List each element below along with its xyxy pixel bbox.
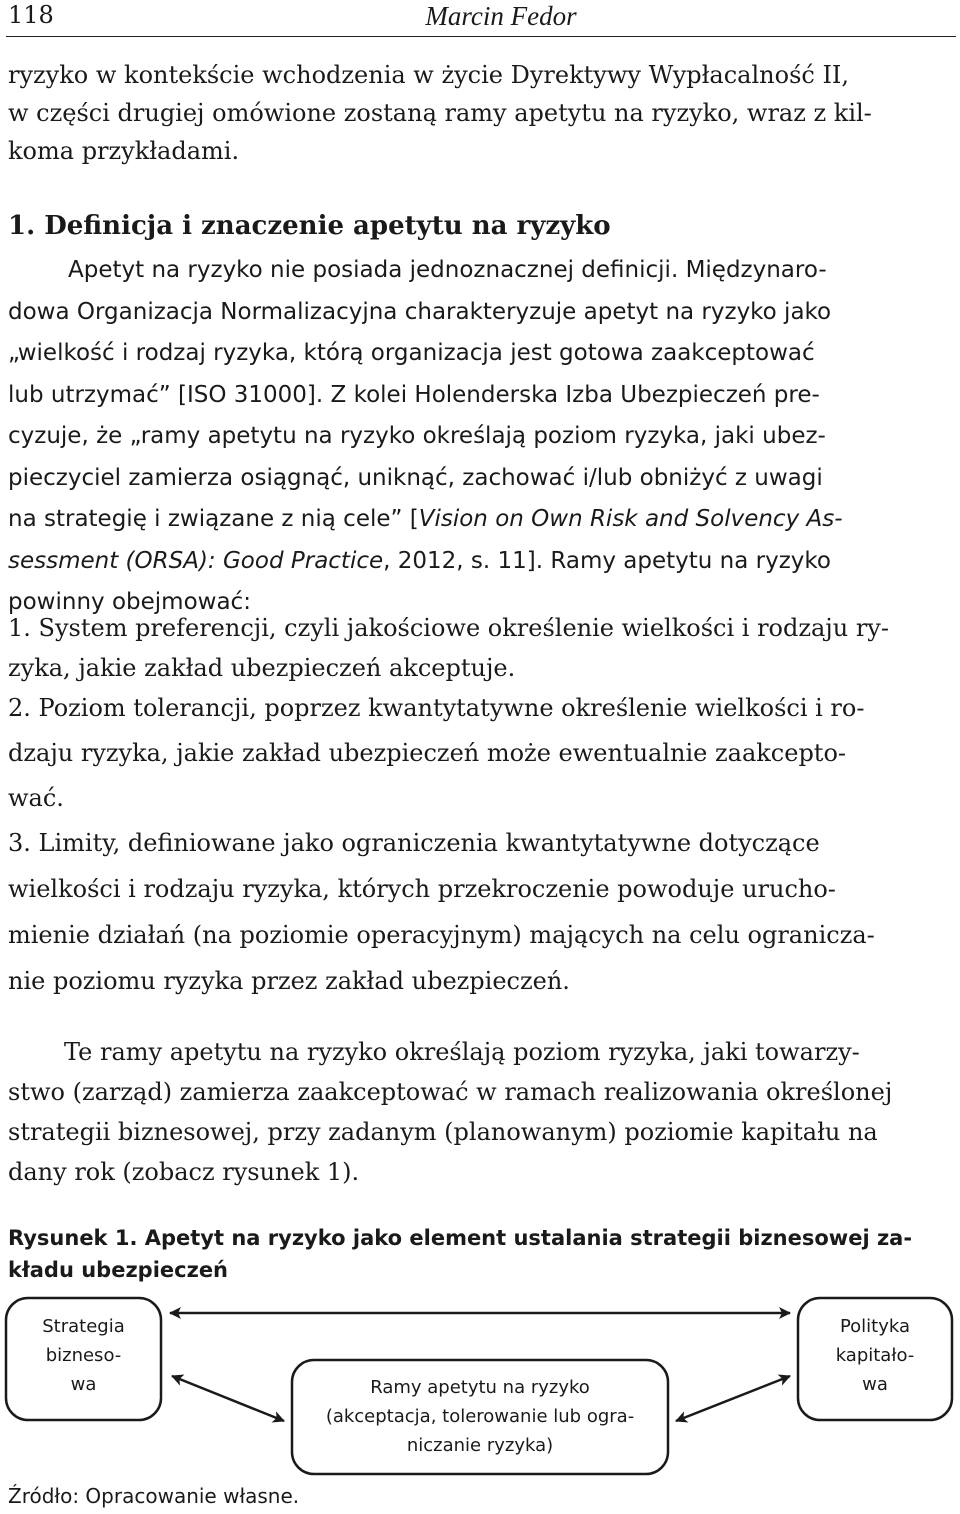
text-segment: na strategię i związane z nią cele” [ xyxy=(8,506,419,532)
text-line: Strategia xyxy=(42,1316,125,1337)
text-line: (akceptacja, tolerowanie lub ogra- xyxy=(325,1406,635,1427)
text-line: 2. Poziom tolerancji, poprzez kwantytatywne określenie wielkości i ro- xyxy=(8,694,865,722)
text-line: wać. xyxy=(8,784,64,812)
text-line: bizneso- xyxy=(45,1345,122,1366)
arrow-framework-capital xyxy=(676,1376,790,1421)
text-line: lub utrzymać” [ISO 31000]. Z kolei Holenderska Izba Ubezpieczeń pre- xyxy=(8,381,820,408)
text-line: strategii biznesowej, przy zadanym (planowanym) poziomie kapitału na xyxy=(8,1118,878,1146)
running-title: Marcin Fedor xyxy=(425,1,577,31)
box-strategy-label xyxy=(6,1312,161,1399)
text-line xyxy=(8,499,952,541)
text-line: stwo (zarząd) zamierza zaakceptować w ramach realizowania określonej xyxy=(8,1078,893,1106)
page-number: 118 xyxy=(8,1,54,29)
text-line: Polityka xyxy=(839,1316,911,1337)
intro-paragraph xyxy=(8,56,952,170)
text-line: dany rok (zobacz rysunek 1). xyxy=(8,1158,360,1186)
text-line: 3. Limity, definiowane jako ograniczenia kwantytatywne dotyczące xyxy=(8,829,820,857)
text-line: wa xyxy=(862,1374,888,1395)
text-line: w części drugiej omówione zostaną ramy apetytu na ryzyko, wraz z kil- xyxy=(8,99,872,127)
summary-paragraph xyxy=(8,1032,952,1192)
section-heading: 1. Definicja i znaczenie apetytu na ryzyko xyxy=(8,211,611,241)
running-header xyxy=(6,0,956,36)
text-line: wa xyxy=(70,1374,97,1395)
definition-paragraph xyxy=(8,250,952,624)
box-risk-appetite-label xyxy=(292,1373,668,1460)
text-line: pieczyciel zamierza osiągnąć, uniknąć, zachować i/lub obniżyć z uwagi xyxy=(8,464,823,491)
text-line: nie poziomu ryzyka przez zakład ubezpieczeń. xyxy=(8,967,570,995)
text-line xyxy=(8,541,952,583)
text-line: niczanie ryzyka) xyxy=(406,1435,554,1456)
figure-caption xyxy=(8,1222,952,1286)
text-line: dzaju ryzyka, jakie zakład ubezpieczeń może ewentualnie zaakcepto- xyxy=(8,739,847,767)
text-line: 1. System preferencji, czyli jakościowe określenie wielkości i rodzaju ry- xyxy=(8,614,889,642)
text-line: kładu ubezpieczeń xyxy=(8,1258,229,1282)
text-line: Te ramy apetytu na ryzyko określają poziom ryzyka, jaki towarzy- xyxy=(64,1038,860,1066)
text-line: Ramy apetytu na ryzyko xyxy=(370,1377,590,1398)
text-line: wielkości i rodzaju ryzyka, których przekroczenie powoduje urucho- xyxy=(8,875,836,903)
box-capital-policy-label xyxy=(798,1312,952,1399)
text-line: mienie działań (na poziomie operacyjnym) mających na celu ogranicza- xyxy=(8,921,875,949)
text-line: Apetyt na ryzyko nie posiada jednoznacznej definicji. Międzynaro- xyxy=(68,257,827,283)
text-line: „wielkość i rodzaj ryzyka, którą organizacja jest gotowa zaakceptować xyxy=(8,340,815,366)
header-divider xyxy=(6,36,956,37)
text-line: ryzyko w kontekście wchodzenia w życie Dyrektywy Wypłacalność II, xyxy=(8,61,850,89)
arrow-strategy-framework xyxy=(172,1376,284,1421)
list-item xyxy=(8,686,952,821)
text-line: kapitało- xyxy=(835,1345,915,1366)
text-line: cyzuje, że „ramy apetytu na ryzyko określają poziom ryzyka, jaki ubez- xyxy=(8,423,826,449)
text-line: zyka, jakie zakład ubezpieczeń akceptuje. xyxy=(8,654,516,682)
citation-title: Vision on Own Risk and Solvency As- xyxy=(418,506,843,532)
citation-title: sessment (ORSA): Good Practice xyxy=(8,547,384,574)
text-segment: , 2012, s. 11]. Ramy apetytu na ryzyko xyxy=(383,547,831,574)
text-line: koma przykładami. xyxy=(8,137,240,165)
text-line: powinny obejmować: xyxy=(8,589,251,615)
figure-source: Źródło: Opracowanie własne. xyxy=(8,1484,300,1508)
text-line: dowa Organizacja Normalizacyjna charakteryzuje apetyt na ryzyko jako xyxy=(8,298,832,325)
list-item xyxy=(8,608,952,688)
text-line: Rysunek 1. Apetyt na ryzyko jako element ustalania strategii biznesowej za- xyxy=(8,1226,913,1250)
list-item xyxy=(8,820,952,1004)
figure-diagram xyxy=(0,1280,960,1480)
